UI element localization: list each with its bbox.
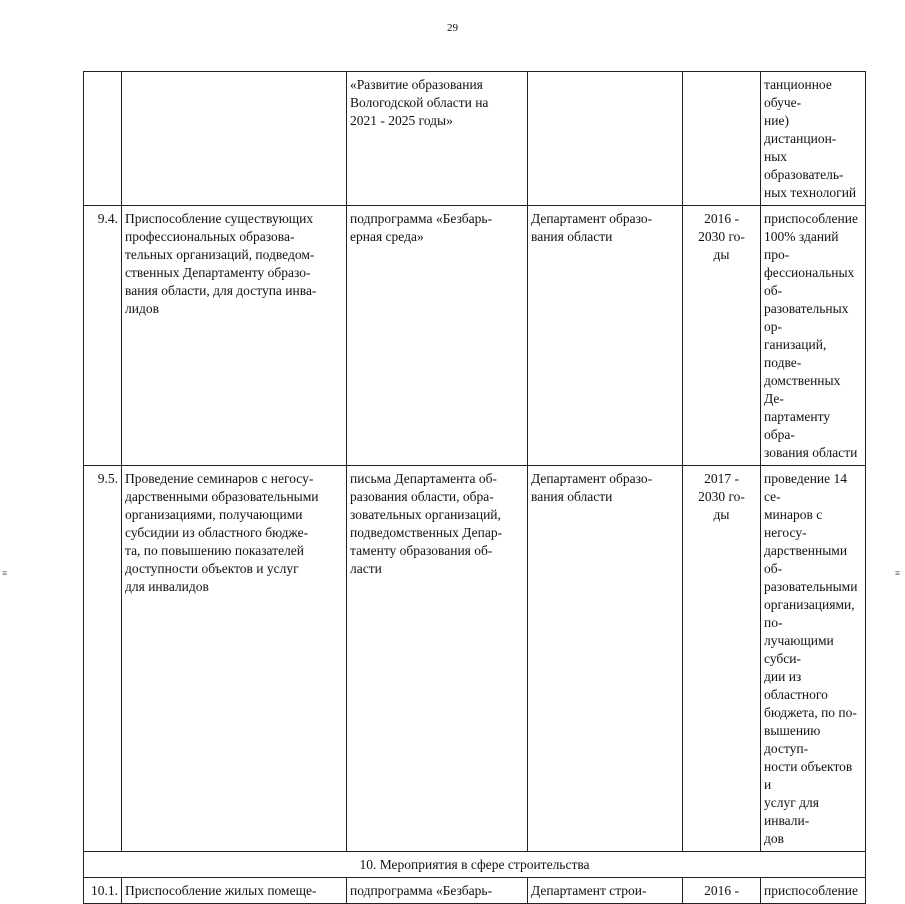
basis-cell: письма Департамента об- разования области, обра- зовательных организаций, подведомственных Депар- таменту образования об- ласти (347, 466, 528, 852)
basis-cell: подпрограмма «Безбарь- ерная среда» (347, 206, 528, 466)
table-row (84, 466, 866, 852)
period-cell: 2017 - 2030 го- ды (683, 466, 761, 852)
executor-cell (528, 72, 683, 206)
basis-cell: «Развитие образования Вологодской области на 2021 - 2025 годы» (347, 72, 528, 206)
left-margin-mark: ≡ (2, 568, 8, 578)
event-cell: Проведение семинаров с негосу- дарственными образовательными организациями, получающими субсидии из областного бюдже- та, по повышению показателей доступности объектов и услуг для инвалидов (122, 466, 347, 852)
section-title: 10. Мероприятия в сфере строительства (84, 852, 866, 878)
result-cell: приспособление (761, 878, 866, 904)
result-cell: танционное обуче- ние) дистанцион- ных образователь- ных технологий (761, 72, 866, 206)
row-number: 10.1. (84, 878, 122, 904)
event-cell: Приспособление жилых помеще- (122, 878, 347, 904)
event-cell: Приспособление существующих профессиональных образова- тельных организаций, подведом- ственных Департаменту образо- вания области, для доступа инва- лидов (122, 206, 347, 466)
row-number: 9.5. (84, 466, 122, 852)
event-cell (122, 72, 347, 206)
section-row (84, 852, 866, 878)
period-cell: 2016 - (683, 878, 761, 904)
basis-cell: подпрограмма «Безбарь- (347, 878, 528, 904)
executor-cell: Департамент строи- (528, 878, 683, 904)
row-number (84, 72, 122, 206)
result-cell: проведение 14 се- минаров с негосу- дарственными об- разовательными организациями, по- лучающими субси- дии из областного бюджета, по по- вышению доступ- ности объектов и услуг для инвали- дов (761, 466, 866, 852)
table-row (84, 206, 866, 466)
executor-cell: Департамент образо- вания области (528, 466, 683, 852)
measures-table (83, 71, 866, 904)
result-cell: приспособление 100% зданий про- фессиональных об- разовательных ор- ганизаций, подве- домственных Де- партаменту обра- зования области (761, 206, 866, 466)
page-number: 29 (447, 22, 458, 34)
executor-cell: Департамент образо- вания области (528, 206, 683, 466)
table-row (84, 878, 866, 904)
table-row (84, 72, 866, 206)
right-margin-mark: ≡ (895, 568, 901, 578)
period-cell: 2016 - 2030 го- ды (683, 206, 761, 466)
row-number: 9.4. (84, 206, 122, 466)
period-cell (683, 72, 761, 206)
